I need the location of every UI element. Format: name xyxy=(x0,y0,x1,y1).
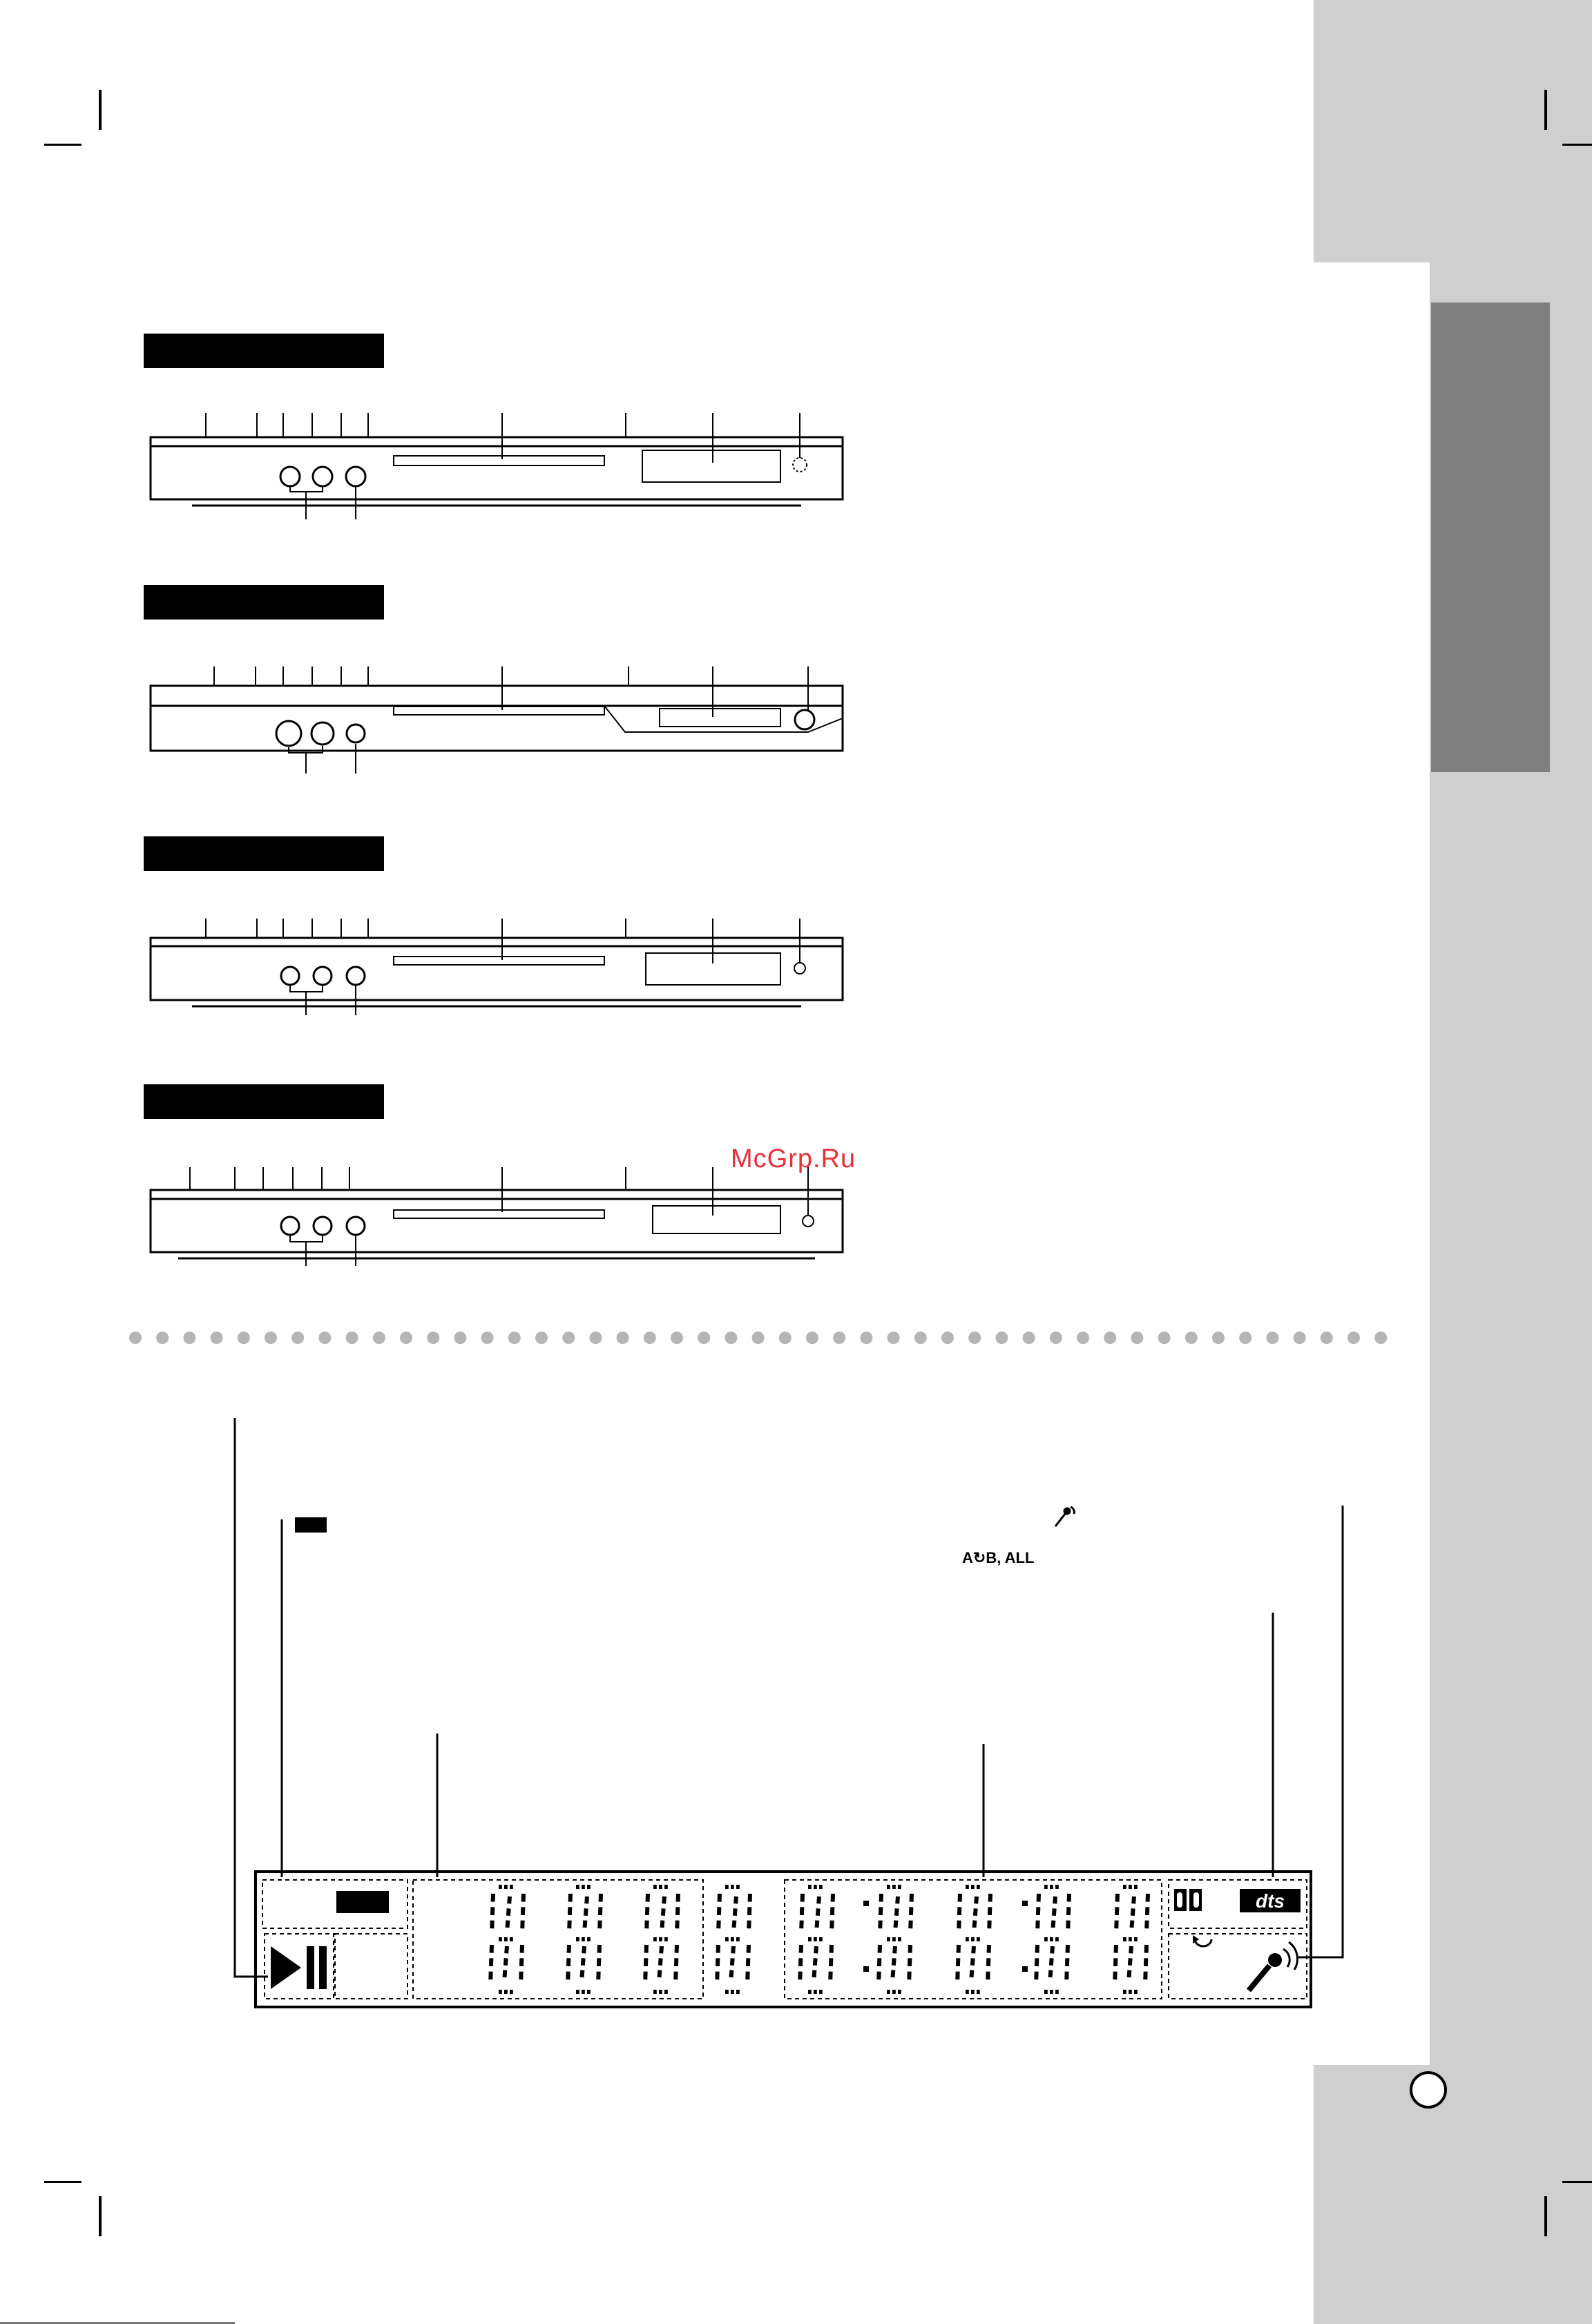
svg-text:dts: dts xyxy=(1256,1890,1285,1912)
watermark-text: McGrp.Ru xyxy=(731,1144,856,1173)
display-digit xyxy=(1036,1887,1069,1992)
display-digits xyxy=(490,1887,1148,1992)
display-indicator-block xyxy=(336,1891,389,1913)
repeat-ab-label: A↻B, ALL xyxy=(962,1549,1035,1566)
display-digit xyxy=(800,1887,833,1992)
display-colon-dot xyxy=(1022,1901,1028,1906)
display-window xyxy=(256,1872,1311,2007)
display-colon-dot xyxy=(1022,1966,1028,1972)
dts-logo xyxy=(1240,1889,1301,1912)
dolby-digital-icon xyxy=(1174,1889,1202,1911)
display-digit xyxy=(490,1887,524,1992)
display-digit xyxy=(568,1887,601,1992)
page-number-circle xyxy=(1410,2071,1447,2109)
display-colon-dot xyxy=(863,1966,869,1972)
display-digit xyxy=(957,1887,990,1992)
display-mic-icon xyxy=(1055,1507,1074,1526)
display-digit xyxy=(879,1887,912,1992)
display-colon-dot xyxy=(863,1901,869,1906)
display-legend-box xyxy=(295,1517,327,1533)
display-digit xyxy=(645,1887,678,1992)
karaoke-mic-icon xyxy=(1249,1942,1297,1990)
display-digit xyxy=(1115,1887,1148,1992)
play-pause-icon xyxy=(271,1946,327,1989)
display-digit xyxy=(717,1887,750,1992)
repeat-icon xyxy=(1193,1935,1211,1946)
